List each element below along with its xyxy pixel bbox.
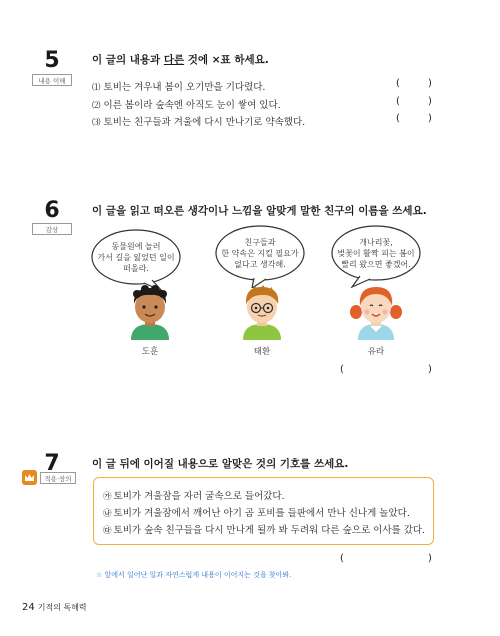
q5-number: 5 [44, 48, 60, 73]
girl-yura-illustration [348, 282, 404, 340]
speech-line: 개나리꽃, [359, 237, 393, 247]
q5-answer-2-open[interactable]: ( [396, 96, 400, 107]
q5-answer-2-close: ) [428, 96, 432, 107]
q7-number: 7 [44, 451, 60, 476]
q6-answer-open[interactable]: ( [340, 364, 344, 375]
friend-name-dohun: 도훈 [141, 347, 159, 357]
speech-line: 한 약속은 지킬 필요가 [221, 248, 299, 258]
boy-dohun-illustration [125, 284, 175, 340]
q7-option-1-mark: ㉮ [103, 492, 112, 502]
q7-answer-open[interactable]: ( [340, 553, 344, 564]
q7-hint: ☆ 앞에서 일어난 일과 자연스럽게 내용이 이어지는 것을 찾아봐. [96, 571, 292, 579]
speech-line: 친구들과 [244, 237, 276, 247]
speech-text-taehwan [214, 224, 306, 282]
page-number: 24 [22, 602, 35, 613]
speech-bubble-taehwan [214, 224, 306, 288]
q7-answer-close: ) [428, 553, 432, 564]
q5-item-1-num: ⑴ [92, 83, 101, 93]
speech-line: 없다고 생각해. [234, 259, 286, 269]
q5-prompt-post: 것에 ×표 하세요. [184, 54, 269, 66]
q6-prompt: 이 글을 읽고 떠오른 생각이나 느낌을 알맞게 말한 친구의 이름을 쓰세요. [92, 205, 427, 217]
friend-name-taehwan: 태환 [253, 347, 271, 357]
q5-item-3-num: ⑶ [92, 118, 101, 128]
friend-name-yura: 유라 [367, 347, 385, 357]
book-title: 기적의 독해력 [37, 603, 87, 612]
q7-option-2-mark: ㉯ [103, 509, 112, 519]
q7-option-3-text: 토비가 숲속 친구들을 다시 만나게 될까 봐 두려워 다른 숲으로 이사를 갔다. [113, 525, 426, 536]
speech-bubble-dohun [90, 228, 182, 292]
speech-line: 동물원에 놀러 [111, 241, 161, 251]
speech-line: 빨리 왔으면 좋겠어. [341, 259, 411, 269]
q5-item-2 [92, 97, 281, 111]
q5-prompt-underlined: 다른 [163, 54, 185, 66]
q5-answer-1-open[interactable]: ( [396, 78, 400, 89]
q5-tag: 내용 이해 [32, 74, 72, 86]
speech-bubble-yura [330, 224, 422, 288]
q7-option-3-mark: ㉰ [103, 526, 112, 536]
q7-option-1-text: 토비가 겨울잠을 자러 굴속으로 들어갔다. [113, 491, 285, 502]
q5-item-1 [92, 79, 265, 93]
q6-answer-close: ) [428, 364, 432, 375]
speech-text-dohun [90, 228, 182, 286]
speech-text-yura [330, 224, 422, 282]
q5-answer-3-close: ) [428, 113, 432, 124]
q7-tag: 적용·창의 [40, 472, 76, 484]
q5-item-3-text: 토비는 친구들과 겨울에 다시 만나기로 약속했다. [103, 117, 306, 128]
q5-item-2-num: ⑵ [92, 101, 101, 111]
q5-item-3 [92, 114, 305, 128]
q5-prompt [92, 52, 269, 67]
q5-answer-1-close: ) [428, 78, 432, 89]
q5-item-1-text: 토비는 겨우내 봄이 오기만을 기다렸다. [103, 82, 266, 93]
q5-item-2-text: 이른 봄이라 숲속엔 아직도 눈이 쌓여 있다. [103, 100, 281, 111]
q7-option-2-text: 토비가 겨울잠에서 깨어난 아기 곰 포비를 들판에서 만나 신나게 놀았다. [113, 508, 410, 519]
q7-option-2[interactable] [103, 505, 410, 519]
q7-option-3[interactable] [103, 522, 425, 536]
q7-option-1[interactable] [103, 488, 285, 502]
q7-prompt: 이 글 뒤에 이어질 내용으로 알맞은 것의 기호를 쓰세요. [92, 458, 349, 470]
q5-prompt-pre: 이 글의 내용과 [92, 54, 164, 66]
speech-line: 가서 길을 잃었던 일이 [97, 252, 175, 262]
q6-tag: 감상 [32, 223, 72, 235]
speech-line: 떠올라. [123, 263, 149, 273]
speech-line: 벚꽃이 활짝 피는 봄이 [337, 248, 415, 258]
q5-answer-3-open[interactable]: ( [396, 113, 400, 124]
page-footer [22, 602, 87, 613]
q6-number: 6 [44, 198, 60, 223]
boy-taehwan-illustration [237, 282, 287, 340]
